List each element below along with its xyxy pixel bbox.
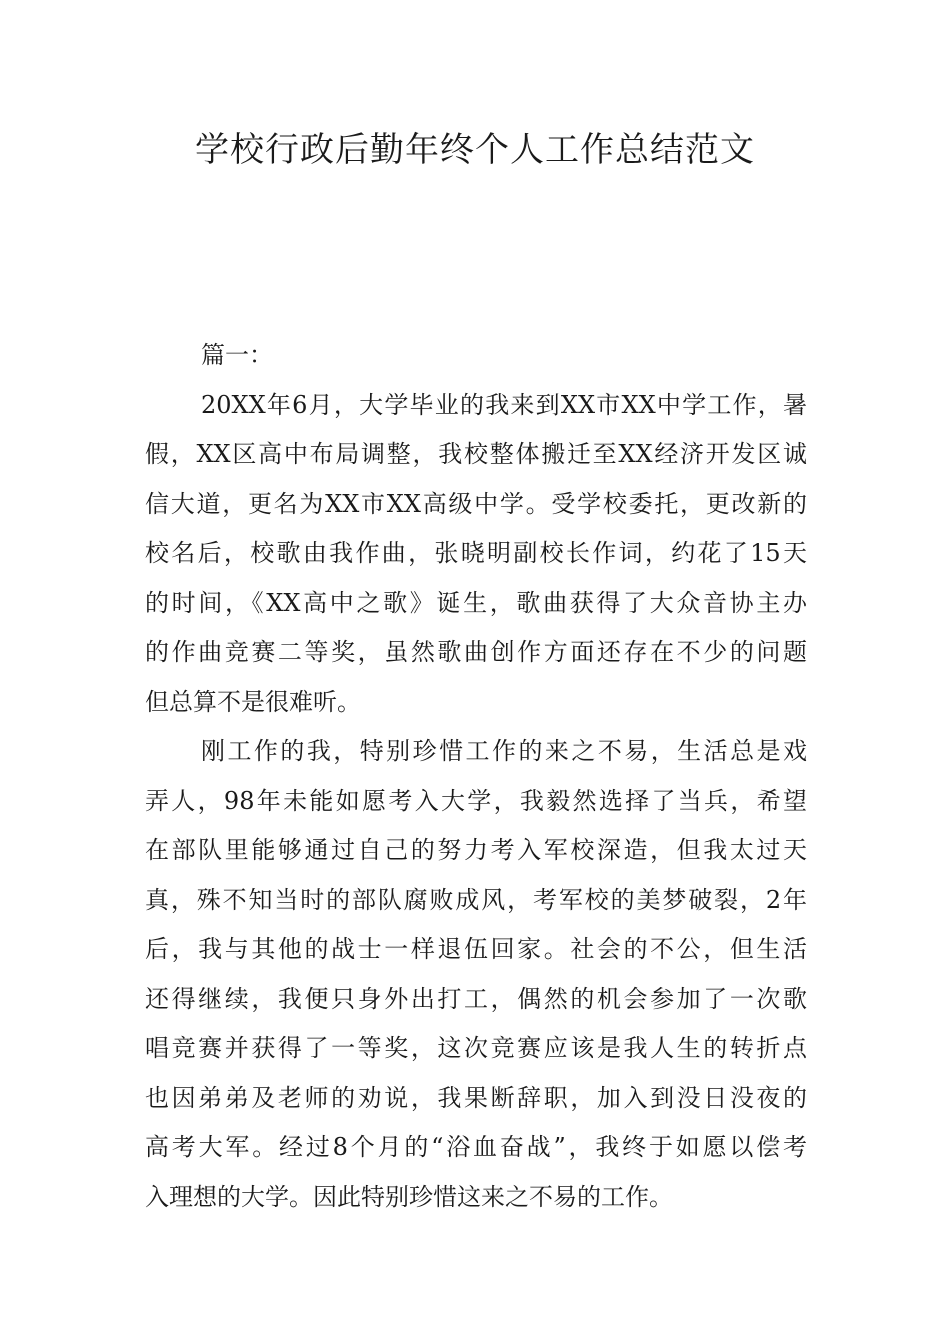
paragraph-line: 入理想的大学。因此特别珍惜这来之不易的工作。 <box>145 1182 673 1211</box>
paragraph-line: 20XX年6月，大学毕业的我来到XX市XX中学工作，暑 <box>201 390 807 419</box>
paragraph-line: 唱竞赛并获得了一等奖，这次竞赛应该是我人生的转折点 <box>145 1034 807 1062</box>
paragraph-line: 但总算不是很难听。 <box>145 687 361 716</box>
paragraph-line: 弄人，98年未能如愿考入大学，我毅然选择了当兵，希望 <box>145 786 807 815</box>
paragraph-1 <box>145 381 807 728</box>
paragraph-line: 在部队里能够通过自己的努力考入军校深造，但我太过天 <box>145 836 807 864</box>
paragraph-line: 高考大军。经过8个月的“浴血奋战”，我终于如愿以偿考 <box>145 1133 807 1161</box>
paragraph-2 <box>145 727 807 1222</box>
document-body <box>145 331 807 1222</box>
paragraph-line: 的作曲竞赛二等奖，虽然歌曲创作方面还存在不少的问题 <box>145 638 807 666</box>
document-title: 学校行政后勤年终个人工作总结范文 <box>195 130 755 170</box>
paragraph-line: 后，我与其他的战士一样退伍回家。社会的不公，但生活 <box>145 935 807 963</box>
paragraph-line: 刚工作的我，特别珍惜工作的来之不易，生活总是戏 <box>201 737 807 765</box>
paragraph-line: 还得继续，我便只身外出打工，偶然的机会参加了一次歌 <box>145 984 807 1013</box>
paragraph-line: 假，XX区高中布局调整，我校整体搬迁至XX经济开发区诚 <box>145 440 807 468</box>
paragraph-line: 也因弟弟及老师的劝说，我果断辞职，加入到没日没夜的 <box>145 1083 807 1112</box>
section-label: 篇一： <box>201 341 273 369</box>
paragraph-line: 真，殊不知当时的部队腐败成风，考军校的美梦破裂，2年 <box>145 885 807 914</box>
paragraph-line: 信大道，更名为XX市XX高级中学。受学校委托，更改新的 <box>145 489 807 518</box>
paragraph-line: 的时间，《XX高中之歌》诞生，歌曲获得了大众音协主办 <box>145 588 807 617</box>
paragraph-line: 校名后，校歌由我作曲，张晓明副校长作词，约花了15天 <box>145 539 807 567</box>
